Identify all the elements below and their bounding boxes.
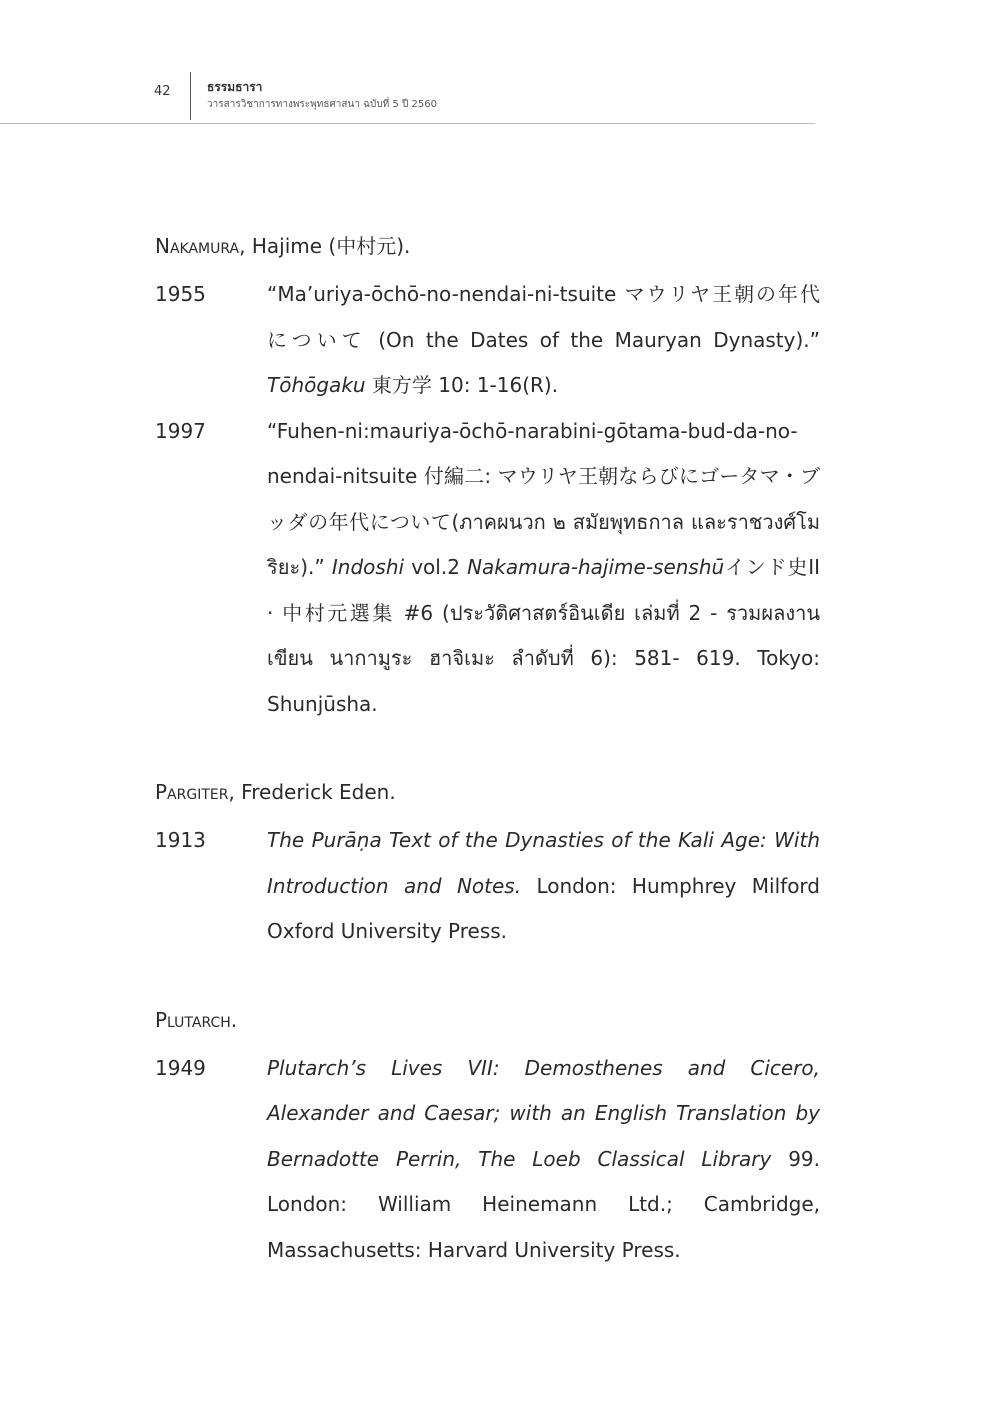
reference-text: Plutarch’s Lives VII: Demosthenes and Cicero, Alexander and Caesar; with an English Translation by Bernadotte Perrin, The Loeb Classical Library 99. London: William Heinemann Ltd.; Cambridge, Massachusetts: Harvard University Press. — [267, 1055, 820, 1262]
author-name: Pargiter, Frederick Eden. — [155, 780, 396, 804]
reference-text: The Purāṇa Text of the Dynasties of the Kali Age: With Introduction and Notes. London: Humphrey Milford Oxford University Press. — [267, 828, 820, 943]
header-divider — [190, 72, 191, 120]
journal-title: ธรรมธารา — [207, 80, 263, 94]
reference-year: 1949 — [155, 1055, 206, 1080]
header-rule — [0, 123, 815, 124]
author-name: Nakamura, Hajime (中村元). — [155, 234, 411, 258]
reference-entry — [155, 272, 820, 409]
reference-entry — [155, 409, 820, 728]
page-header — [0, 66, 815, 124]
reference-year: 1913 — [155, 828, 206, 852]
reference-text: “Fuhen-ni:mauriya-ōchō-narabini-gōtama-bud-da-no-nendai-nitsuite 付編二: マウリヤ王朝ならびにゴータマ・ブッダの年代について(ภาคผนวก ๒ สมัยพุทธกาล และราชวงศ์โมริยะ).” Indoshi vol.2 Nakamura-hajime-senshūインド史II · 中村元選集 #6 (ประวัติศาสตร์อินเดีย เล่มที่ 2 - รวมผลงานเขียน นากามูระ ฮาจิเมะ ลำดับที่ 6): 581- 619. Tokyo: Shunjūsha. — [267, 418, 820, 716]
reference-text: “Ma’uriya-ōchō-no-nendai-ni-tsuite マウリヤ王朝の年代について (On the Dates of the Mauryan Dynasty).” Tōhōgaku 東方学 10: 1-16(R). — [267, 282, 820, 397]
reference-year: 1997 — [155, 418, 206, 443]
bibliography — [155, 226, 820, 1273]
reference-year: 1955 — [155, 282, 206, 306]
journal-subtitle: วารสารวิชาการทางพระพุทธศาสนา ฉบับที่ 5 ปี 2560 — [207, 99, 437, 110]
author-name: Plutarch. — [155, 1007, 238, 1032]
page-number: 42 — [154, 84, 171, 99]
reference-entry — [155, 818, 820, 955]
reference-entry — [155, 1046, 820, 1274]
